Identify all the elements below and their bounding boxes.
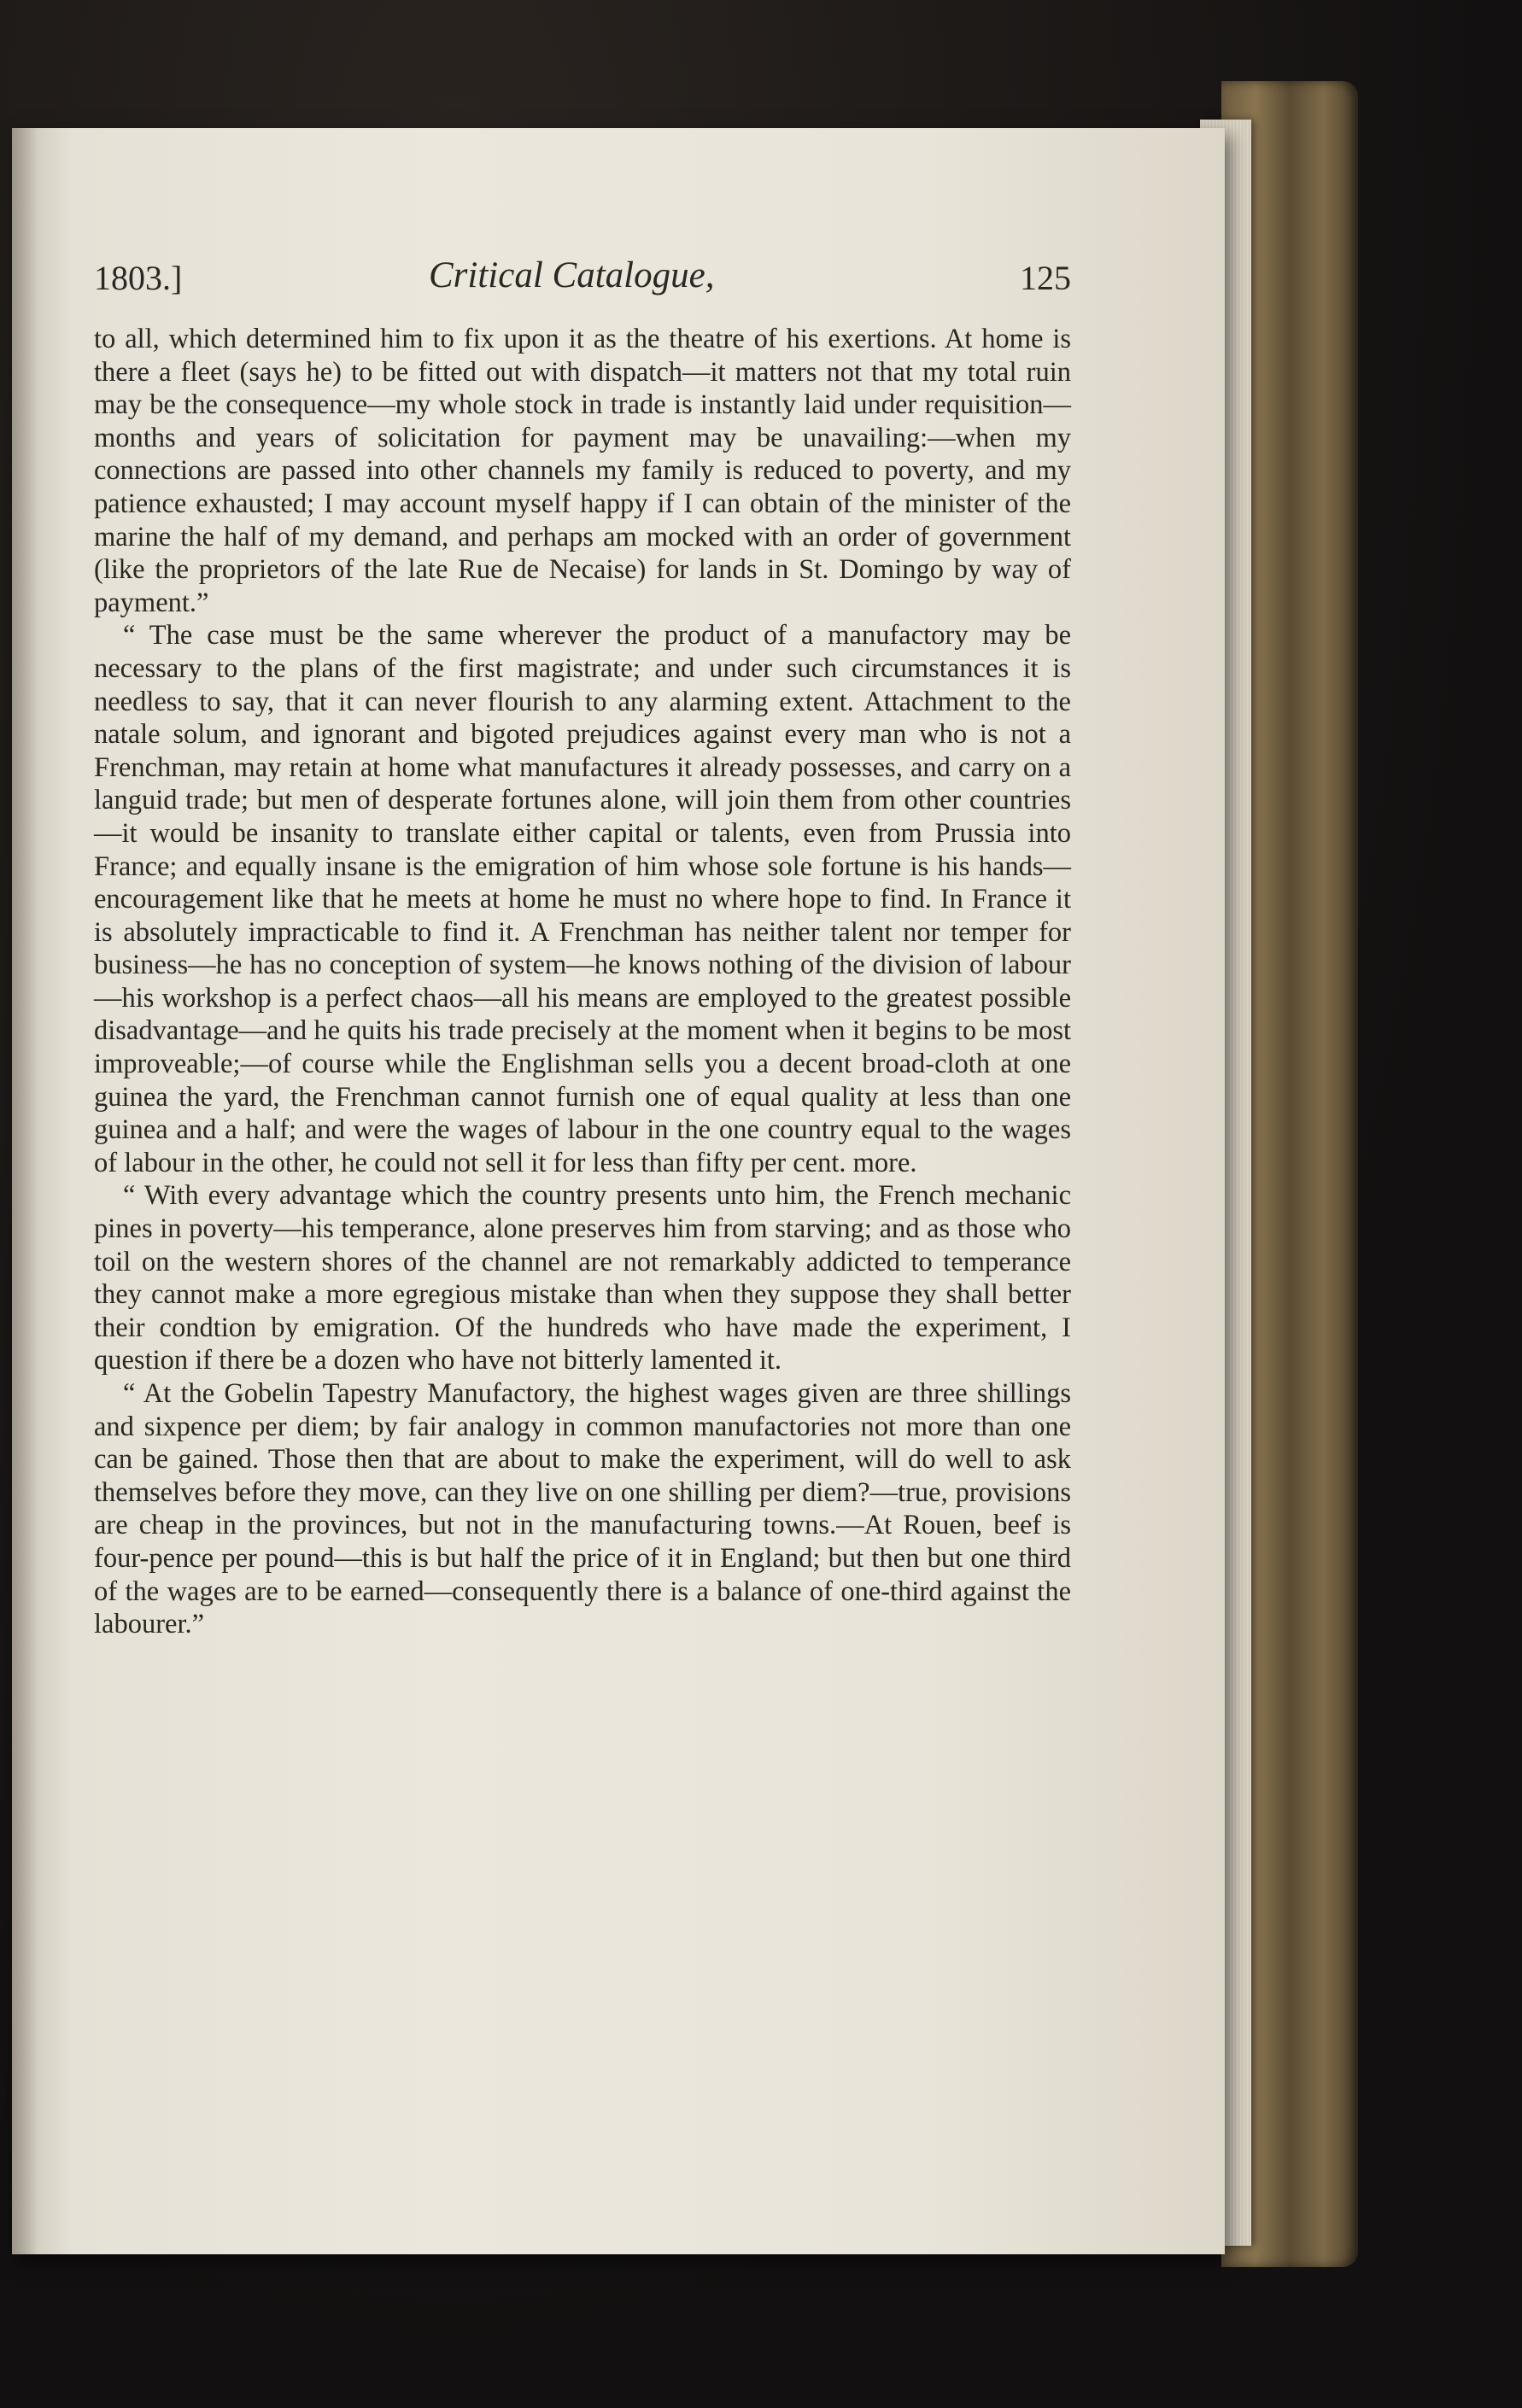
running-year: 1803.] xyxy=(94,259,183,297)
book-page xyxy=(12,128,1225,2254)
paragraph-3: “ With every advantage which the country presents unto him, the French mechanic pines in poverty—his temperance, alone preserves him from starving; and as those who toil on the western shores of the channel are not remarkably addicted to temperance they cannot make a more egregious mistake than when they suppose they shall better their condtion by emigration. Of the hundreds who have made the experiment, I question if there be a dozen who have not bitterly lamented it. xyxy=(94,1180,1071,1376)
paragraph-4: “ At the Gobelin Tapestry Manufactory, the highest wages given are three shillings and sixpence per diem; by fair analogy in common manufactories not more than one can be gained. Those then that are about to make the experiment, will do well to ask themselves before they move, can they live on one shilling per diem?—true, provisions are cheap in the provinces, but not in the manufacturing towns.—At Rouen, beef is four-pence per pound—this is but half the price of it in England; but then but one third of the wages are to be earned—consequently there is a balance of one-third against the labourer.” xyxy=(94,1378,1071,1640)
running-header xyxy=(94,249,1071,301)
page-number: 125 xyxy=(1020,259,1071,297)
body-text xyxy=(94,323,1071,1641)
paragraph-1: to all, which determined him to fix upon it as the theatre of his exertions. At home is there a fleet (says he) to be fitted out with dispatch—it matters not that my total ruin may be the consequence—my whole stock in trade is instantly laid under requisition—months and years of solicitation for payment may be unavailing:—when my connections are passed into other channels my family is reduced to poverty, and my patience exhausted; I may account myself happy if I can obtain of the minister of the marine the half of my demand, and perhaps am mocked with an order of government (like the proprietors of the late Rue de Necaise) for lands in St. Domingo by way of payment.” xyxy=(94,324,1071,618)
running-title: Critical Catalogue, xyxy=(429,255,715,295)
paragraph-2: “ The case must be the same wherever the product of a manufactory may be necessary to the plans of the first magistrate; and under such circumstances it is needless to say, that it can never flourish to any alarming extent. Attachment to the natale solum, and ignorant and bigoted prejudices against every man who is not a Frenchman, may retain at home what manufactures it already possesses, and carry on a languid trade; but men of desperate fortunes alone, will join them from other countries—it would be insanity to translate either capital or talents, even from Prussia into France; and equally insane is the emigration of him whose sole fortune is his hands—encouragement like that he meets at home he must no where hope to find. In France it is absolutely impracticable to find it. A Frenchman has neither talent nor temper for business—he has no conception of system—he knows nothing of the division of labour—his workshop is a perfect chaos—all his means are employed to the greatest possible disadvantage—and he quits his trade precisely at the moment when it begins to be most improveable;—of course while the Englishman sells you a decent broad-cloth at one guinea the yard, the Frenchman cannot furnish one of equal quality at less than one guinea and a half; and were the wages of labour in the one country equal to the wages of labour in the other, he could not sell it for less than fifty per cent. more. xyxy=(94,620,1071,1178)
page-gutter-shadow xyxy=(12,128,38,2254)
